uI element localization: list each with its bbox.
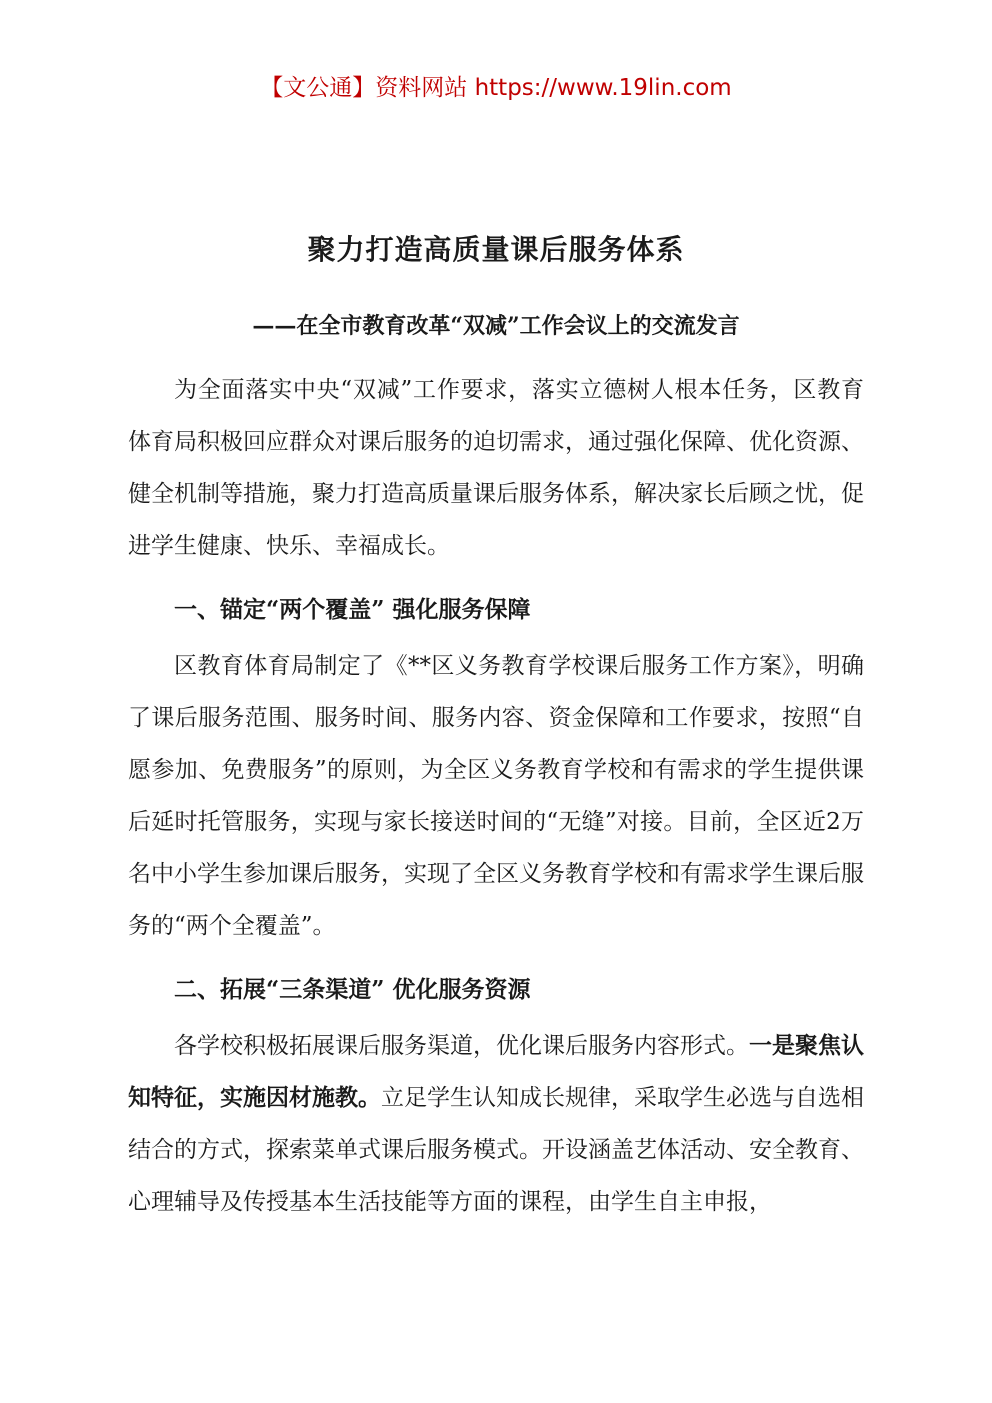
intro-paragraph: 为全面落实中央“双减”工作要求，落实立德树人根本任务，区教育体育局积极回应群众对课后服务的迫切需求，通过强化保障、优化资源、健全机制等措施，聚力打造高质量课后服务体系，解决家长后顾之忧，促进学生健康、快乐、幸福成长。 [128, 377, 864, 559]
section-2-heading: 二、拓展“三条渠道” 优化服务资源 [174, 976, 531, 1003]
section-2-paragraph-start: 各学校积极拓展课后服务渠道，优化课后服务内容形式。 [174, 1033, 749, 1059]
section-1-paragraph: 区教育体育局制定了《**区义务教育学校课后服务工作方案》，明确了课后服务范围、服务时间、服务内容、资金保障和工作要求，按照“自愿参加、免费服务”的原则，为全区义务教育学校和有需求的学生提供课后延时托管服务，实现与家长接送时间的“无缝”对接。目前，全区近2万名中小学生参加课后服务，实现了全区义务教育学校和有需求学生课后服务的“两个全覆盖”。 [128, 653, 864, 939]
section-1-heading: 一、锚定“两个覆盖” 强化服务保障 [174, 596, 531, 623]
section-2-paragraph-rest: 立足学生认知成长规律，采取学生必选与自选相结合的方式，探索菜单式课后服务模式。开设涵盖艺体活动、安全教育、心理辅导及传授基本生活技能等方面的课程，由学生自主申报， [128, 1085, 864, 1215]
section-2-bold-point: 一是聚焦认知特征，实施因材施教。 [128, 1032, 864, 1111]
site-header-banner[interactable]: 【文公通】资料网站 https://www.19lin.com [260, 75, 732, 101]
document-body [128, 364, 864, 1228]
document-title: 聚力打造高质量课后服务体系 [307, 233, 685, 266]
document-subtitle: ——在全市教育改革“双减”工作会议上的交流发言 [252, 313, 740, 339]
section-2-paragraph [128, 1020, 864, 1228]
